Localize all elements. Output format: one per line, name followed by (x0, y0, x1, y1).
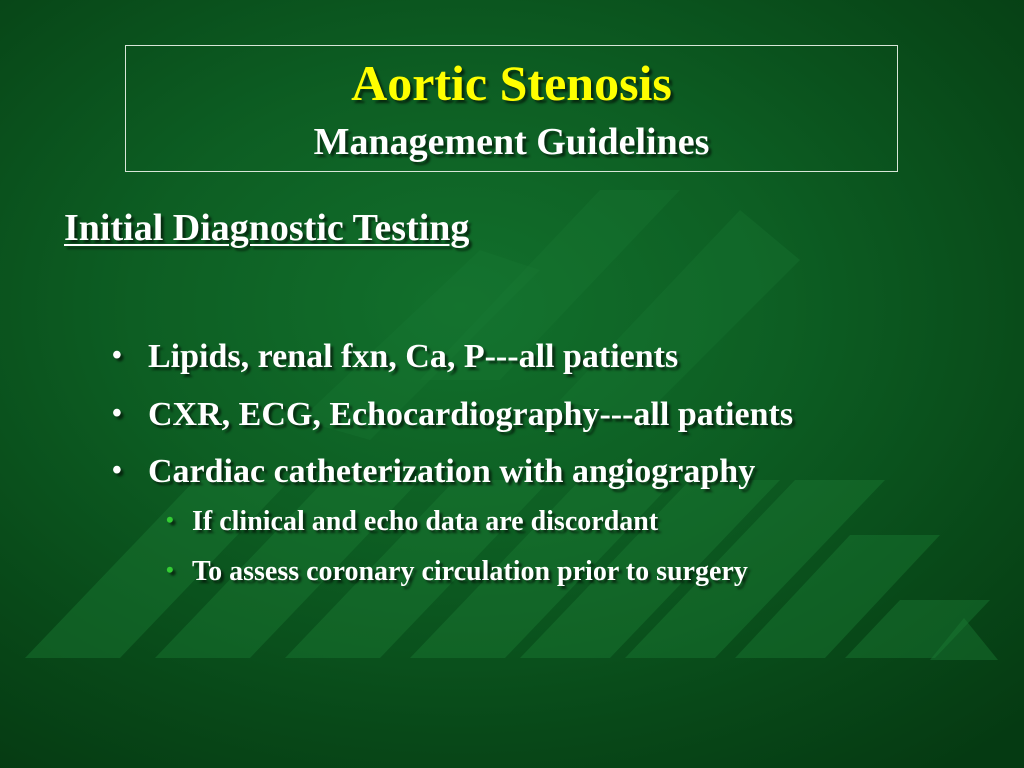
bullet-marker: • (112, 398, 122, 429)
slide-subtitle: Management Guidelines (313, 121, 710, 163)
section-heading: Initial Diagnostic Testing (64, 207, 470, 249)
bullet-item (112, 396, 793, 433)
sub-bullet-item (166, 507, 658, 538)
bg-stripe (735, 535, 940, 658)
bg-stripe (845, 600, 990, 658)
slide-title: Aortic Stenosis (351, 55, 672, 111)
bg-stripe-upper (560, 210, 800, 420)
bullet-item (112, 338, 678, 375)
sub-bullet-item (166, 557, 748, 588)
bullet-item (112, 453, 755, 490)
title-box (125, 45, 898, 172)
bullet-text: Lipids, renal fxn, Ca, P---all patients (148, 338, 679, 375)
bullet-marker: • (112, 455, 122, 486)
sub-bullet-text: If clinical and echo data are discordant (192, 506, 659, 537)
sub-bullet-marker: • (166, 507, 174, 532)
sub-bullet-marker: • (166, 557, 174, 582)
bullet-marker: • (112, 340, 122, 371)
sub-bullet-text: To assess coronary circulation prior to surgery (192, 556, 748, 587)
bg-triangle (930, 618, 998, 660)
bullet-text: CXR, ECG, Echocardiography---all patients (148, 396, 794, 433)
bullet-text: Cardiac catheterization with angiography (148, 453, 756, 490)
